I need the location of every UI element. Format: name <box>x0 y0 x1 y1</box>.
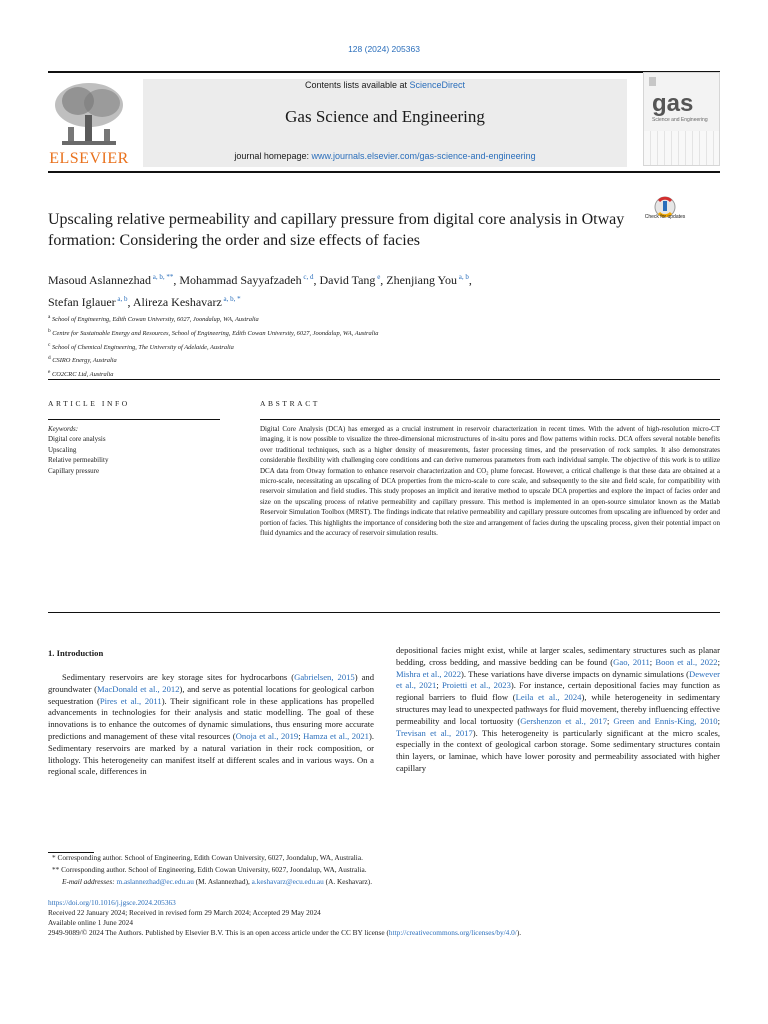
copyright-text: 2949-9089/© 2024 The Authors. Published by Elsevier B.V. This is an open access article under the CC BY license ( <box>48 928 389 937</box>
keyword: Upscaling <box>48 445 77 454</box>
email-addresses <box>52 876 722 888</box>
citation-link[interactable]: Dewever et al., 2021 <box>396 668 720 691</box>
article-info-rule <box>48 419 220 420</box>
affiliation-list <box>48 312 608 381</box>
homepage-line <box>143 151 627 161</box>
corresponding-author-note: * Corresponding author. School of Engineering, Edith Cowan University, 6027, Joondalup, WA, Australia. <box>52 853 363 862</box>
citation-link[interactable]: Leila et al., 2024 <box>515 692 582 703</box>
cover-subtitle: Science and Engineering <box>652 117 708 123</box>
body-text: ). These variations have diverse impacts on dynamic simulations ( <box>461 668 689 679</box>
body-text: ), while heterogeneity in sedimentary structures may lead to unexpected pathways for fluid movement, thereby influencing effective permeability and local tortuosity ( <box>396 692 720 726</box>
copyright-line <box>48 928 728 938</box>
check-for-updates-label[interactable]: Check for updates <box>644 214 686 220</box>
author-affiliation-marker[interactable]: a, b, ** <box>150 273 174 281</box>
email-owner: (M. Aslannezhad), <box>193 877 252 886</box>
citation-link[interactable]: Pires et al., 2011 <box>99 695 162 706</box>
copyright-text: ). <box>516 928 522 937</box>
keyword: Digital core analysis <box>48 435 106 444</box>
author-list <box>48 268 648 312</box>
cover-pattern <box>644 131 719 165</box>
affiliation-marker: a <box>48 314 51 320</box>
contents-line <box>143 80 627 90</box>
citation-link[interactable]: Gao, 2011 <box>613 656 650 667</box>
body-text: ; <box>436 680 442 691</box>
author-separator: , <box>313 273 320 287</box>
citation-link[interactable]: Green and Ennis-King, 2010 <box>613 715 718 726</box>
author-name[interactable]: Alireza Keshavarz <box>132 295 222 309</box>
citation-link[interactable]: MacDonald et al., 2012 <box>96 683 180 694</box>
affiliation-marker: d <box>48 355 51 362</box>
author-separator: , <box>468 273 472 287</box>
affiliation-marker: b <box>48 327 51 334</box>
author-name[interactable]: Zhenjiang You <box>386 273 457 287</box>
citation-link[interactable]: Trevisan et al., 2017 <box>396 727 473 738</box>
author-name[interactable]: Mohammad Sayyafzadeh <box>179 273 302 287</box>
affiliation-text: Centre for Sustainable Energy and Resources, School of Engineering, Edith Cowan University, 6027, Joondalup, WA, Australia <box>50 329 379 337</box>
email-link[interactable]: a.keshavarz@ecu.edu.au <box>251 877 324 886</box>
affiliation-text: School of Chemical Engineering, The University of Adelaide, Australia <box>50 343 234 351</box>
corresponding-author-note: ** Corresponding author. School of Engineering, Edith Cowan University, 6027, Joondalup, WA, Australia. <box>52 865 367 874</box>
email-owner: (A. Keshavarz). <box>323 877 373 886</box>
affiliation <box>48 326 608 340</box>
online-date: Available online 1 June 2024 <box>48 918 133 927</box>
cover-publisher-mark <box>649 77 656 86</box>
affiliation-marker: c <box>48 341 51 348</box>
body-text: ), and serve as potential locations for geological carbon sequestration ( <box>48 683 374 706</box>
check-for-updates-icon[interactable] <box>647 194 683 230</box>
citation-link[interactable]: Boon et al., 2022 <box>655 656 718 667</box>
banner-bottom-rule <box>48 171 720 173</box>
citation-link[interactable]: Gabrielsen, 2015 <box>294 672 355 682</box>
citation-link[interactable]: Gershenzon et al., 2017 <box>520 715 607 726</box>
citation-link[interactable]: Mishra et al., 2022 <box>396 668 461 679</box>
article-title: Upscaling relative permeability and capillary pressure from digital core analysis in Otway formation: Considering the order and size effects of facies <box>48 211 625 249</box>
author-affiliation-marker[interactable]: e <box>375 273 381 281</box>
publication-info <box>48 898 728 938</box>
abstract-heading: ABSTRACT <box>260 399 320 408</box>
publisher-name: ELSEVIER <box>49 150 129 167</box>
license-link[interactable]: http://creativecommons.org/licenses/by/4.0/ <box>388 928 517 937</box>
divider-rule <box>48 612 720 613</box>
author-affiliation-marker[interactable]: a, b <box>456 273 469 281</box>
elsevier-tree-logo-icon <box>48 79 130 151</box>
citation-link[interactable]: Onoja et al., 2019 <box>235 730 299 741</box>
author-separator: , <box>173 273 180 287</box>
doi-link[interactable]: https://doi.org/10.1016/j.jgsce.2024.205363 <box>48 898 176 907</box>
author-name[interactable]: David Tang <box>319 273 376 287</box>
keywords-block <box>48 424 220 476</box>
keywords-label: Keywords: <box>48 425 79 433</box>
sciencedirect-link[interactable]: ScienceDirect <box>409 80 466 90</box>
journal-citation[interactable]: 128 (2024) 205363 <box>348 44 420 54</box>
contents-prefix: Contents lists available at <box>304 80 410 90</box>
abstract-rule <box>260 419 720 420</box>
section-heading-introduction: 1. Introduction <box>48 648 104 658</box>
body-text: ; <box>607 715 614 726</box>
journal-cover[interactable] <box>643 72 720 166</box>
affiliation-marker: e <box>48 369 51 376</box>
author-name[interactable]: Stefan Iglauer <box>48 295 116 309</box>
body-column-right <box>396 645 720 775</box>
affiliation-text: School of Engineering, Edith Cowan University, 6027, Joondalup, WA, Australia <box>50 316 259 324</box>
citation-link[interactable]: Hamza et al., 2021 <box>303 730 369 741</box>
author-separator: , <box>127 295 133 309</box>
abstract-text: Digital Core Analysis (DCA) has emerged as a crucial instrument in reservoir characterization in recent times. With the advent of high-resolution micro-CT imaging, it is now possible to visualize the three-dimensional microstructures of in-situ pores and flow patterns within rocks. DCA offers several notable benefits over traditional techniques, such as a higher density of measurements, faster processing times, and the preservation of rock samples. It also demonstrates considerable flexibility with challenging core conditions and can derive numerous parameters from each individual sample. The objective of this work is to utilize DCA data from Otway formation to enhance reservoir characterization and CO₂ plume forecast. However, a critical challenge is that these data are obtained at a micro-scale, necessitating an upscaling of DCA properties from the micro-scale to core scale, and subsequently to the site and field scale, for compatibility with reservoir simulation and field studies. This study proposes an implicit and iterative method to upscale DCA properties and explore the impact of facies order and size on the upscaling process of relative permeability and capillary pressure. This method is implemented in an open-source simulator known as the Matlab Reservoir Simulation Toolbox (MRST). The findings indicate that relative permeability and capillary pressure outcomes from upscaling are influenced by order and portion of facies. This highlights the importance of considering both the size and arrangement of facies during the upscaling process, given their potential impact on fluid dynamics and the accuracy of reservoir simulation results. <box>260 425 720 538</box>
email-label: E-mail addresses: <box>62 877 115 886</box>
body-text: Sedimentary reservoirs are key storage sites for hydrocarbons ( <box>62 672 295 682</box>
author-affiliation-marker[interactable]: a, b <box>115 295 128 303</box>
body-text: ; <box>717 715 720 726</box>
citation-link[interactable]: Proietti et al., 2023 <box>441 680 511 691</box>
body-text: ; <box>649 656 656 667</box>
keyword: Relative permeability <box>48 456 109 465</box>
body-text: depositional facies might exist, while at larger scales, sedimentary structures such as planar bedding, cross bedding, and massive bedding can be found ( <box>396 645 720 667</box>
affiliation <box>48 353 608 367</box>
body-text: ; <box>717 656 720 667</box>
keyword: Capillary pressure <box>48 466 100 475</box>
article-info-heading: ARTICLE INFO <box>48 399 130 408</box>
body-text: ). This heterogeneity is particularly significant at the micro scales, especially in the context of geological carbon storage. Some sedimentary structures contain thin layers, or laminae, which have lower porosity and permeability associated with higher capillary <box>396 727 720 773</box>
journal-homepage-link[interactable]: www.journals.elsevier.com/gas-science-and-engineering <box>311 151 536 161</box>
body-text: ). For instance, certain depositional facies may function as regional barriers to fluid flow ( <box>396 680 720 703</box>
banner-top-rule <box>48 71 720 73</box>
author-affiliation-marker[interactable]: c, d <box>301 273 314 281</box>
author-name[interactable]: Masoud Aslannezhad <box>48 273 151 287</box>
body-text: ) and groundwater ( <box>48 672 375 694</box>
author-affiliation-marker[interactable]: a, b, * <box>221 295 241 303</box>
body-text: ; <box>298 730 304 741</box>
journal-title: Gas Science and Engineering <box>285 107 485 126</box>
divider-rule <box>48 379 720 380</box>
affiliation <box>48 340 608 354</box>
affiliation-text: CO2CRC Ltd, Australia <box>50 371 114 379</box>
email-link[interactable]: m.aslannezhad@ec.edu.au <box>116 877 194 886</box>
body-text: ). Sedimentary reservoirs are marked by a natural variation in their rock composition, or lithology. This heterogeneity can manifest itself at different scales and in various ways. On a regional scale, differences in <box>48 730 374 777</box>
body-text: ). Their significant role in these applications has propelled advancements in technologies for their analysis and static modelling. The goal of these innovations is to enhance the outcomes of dynamic simulations, thus ensuring more accurate predictions and management of these vital resources ( <box>48 695 374 741</box>
author-separator: , <box>380 273 387 287</box>
affiliation-text: CSIRO Energy, Australia <box>50 357 117 365</box>
affiliation <box>48 312 608 326</box>
homepage-prefix: journal homepage: <box>234 151 312 161</box>
cover-logo: gas <box>652 90 694 117</box>
body-column-left <box>48 672 374 778</box>
received-dates: Received 22 January 2024; Received in revised form 29 March 2024; Accepted 29 May 2024 <box>48 908 321 917</box>
footnotes <box>52 852 722 888</box>
